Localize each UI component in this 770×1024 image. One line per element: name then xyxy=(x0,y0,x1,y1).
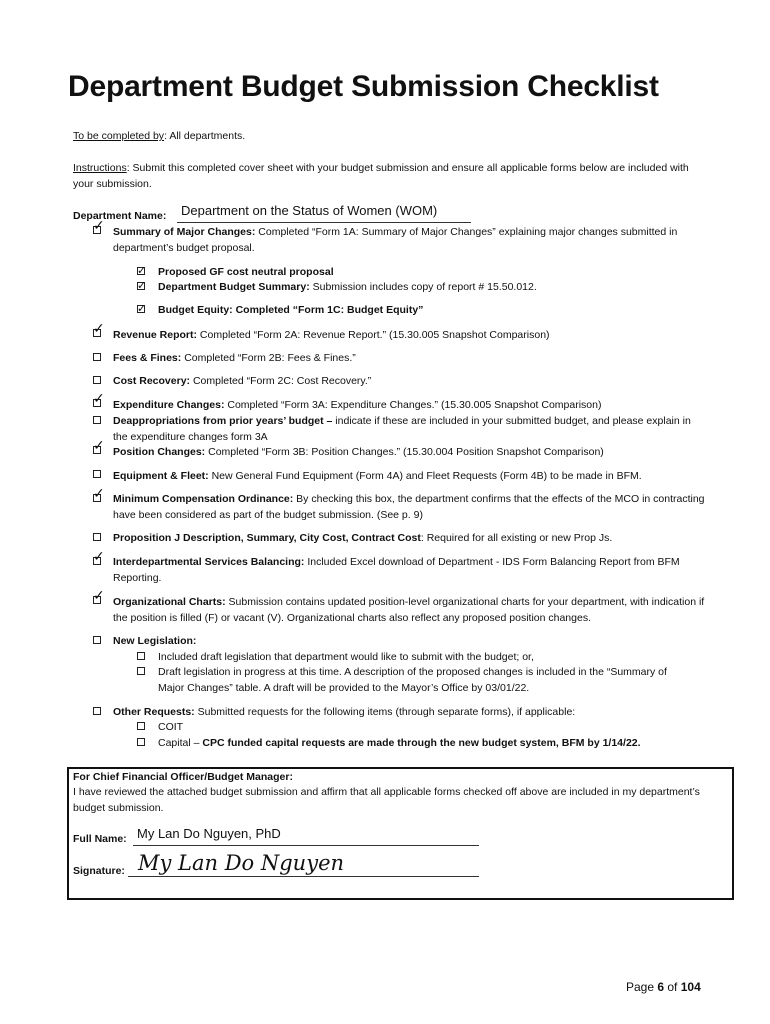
page-total: 104 xyxy=(680,980,701,994)
item-bold-tail: CPC funded capital requests are made through the new budget system, BFM by 1/14/22. xyxy=(202,737,641,749)
page-title: Department Budget Submission Checklist xyxy=(68,70,659,103)
dept-name-label: Department Name: xyxy=(73,210,167,222)
checkmark-icon: ✓ xyxy=(93,549,105,565)
item-title: New Legislation: xyxy=(113,635,197,647)
item-text: New General Fund Equipment (Form 4A) and Fleet Requests (Form 4B) to be made in BFM. xyxy=(208,470,642,482)
checkbox-deapp[interactable] xyxy=(93,416,101,424)
checklist-item-deapp xyxy=(113,414,703,445)
item-title: Budget Equity: Completed “Form 1C: Budget Equity” xyxy=(158,304,424,316)
item-title: Cost Recovery: xyxy=(113,375,191,387)
item-title: Equipment & Fleet: xyxy=(113,470,209,482)
full-name-line xyxy=(133,845,479,846)
item-text: By checking this box, the department confirms that the effects of the MCO in contracting have been considered as part of the budget submission. (See p. 9) xyxy=(113,493,705,521)
checkmark-icon: ✓ xyxy=(93,218,105,234)
checklist-item-equity xyxy=(158,303,698,319)
checkbox-coit[interactable] xyxy=(137,722,145,730)
checklist-item-ids xyxy=(113,555,703,586)
cfo-heading: For Chief Financial Officer/Budget Manager: xyxy=(73,771,293,783)
item-text: : Required for all existing or new Prop Js. xyxy=(420,532,613,544)
checklist-item-fees xyxy=(113,351,703,367)
item-title: Minimum Compensation Ordinance: xyxy=(113,493,294,505)
full-name-field[interactable]: My Lan Do Nguyen, PhD xyxy=(137,826,281,841)
instructions-label: Instructions xyxy=(73,162,127,174)
checkmark-icon: ✓ xyxy=(137,264,147,277)
item-title: Organizational Charts: xyxy=(113,596,226,608)
checklist-item-major xyxy=(113,225,703,256)
item-text: Completed “Form 3B: Position Changes.” (15.30.004 Position Snapshot Comparison) xyxy=(205,446,604,458)
checkbox-leg2[interactable] xyxy=(137,667,145,675)
completed-by xyxy=(73,129,245,145)
signature-label: Signature: xyxy=(73,865,125,877)
checkmark-icon: ✓ xyxy=(137,302,147,315)
item-title: Interdepartmental Services Balancing: xyxy=(113,556,305,568)
checklist-item-propj xyxy=(113,531,713,547)
checkbox-cost[interactable] xyxy=(93,376,101,384)
checklist-item-expend xyxy=(113,398,703,414)
checklist-item-leg1 xyxy=(158,650,678,666)
checklist-item-leg2 xyxy=(158,665,678,696)
dept-name-field[interactable]: Department on the Status of Women (WOM) xyxy=(181,203,438,218)
checkbox-capital[interactable] xyxy=(137,738,145,746)
item-text: COIT xyxy=(158,721,184,733)
item-text: Submission includes copy of report # 15.50.012. xyxy=(309,281,537,293)
item-text: Draft legislation in progress at this time. A description of the proposed changes is included in the “Summary of Major Changes” table. A draft will be provided to the Mayor’s Office by 03/01/22. xyxy=(158,666,667,694)
page-footer xyxy=(626,980,701,994)
instructions-text: : Submit this completed cover sheet with your budget submission and ensure all applicable forms below are included with your submission. xyxy=(73,162,689,190)
checkbox-fees[interactable] xyxy=(93,353,101,361)
checkmark-icon: ✓ xyxy=(93,438,105,454)
checkmark-icon: ✓ xyxy=(93,588,105,604)
checklist-item-revenue xyxy=(113,328,703,344)
cfo-text: I have reviewed the attached budget submission and affirm that all applicable forms checked off above are included in my department’s budget submission. xyxy=(73,786,700,814)
item-text: Completed “Form 1A: Summary of Major Changes” explaining major changes submitted in department’s budget proposal. xyxy=(113,226,678,254)
full-name-label: Full Name: xyxy=(73,833,127,845)
checkbox-propj[interactable] xyxy=(93,533,101,541)
dept-name-line xyxy=(177,222,471,223)
item-text: Submission contains updated position-level organizational charts for your department, with indication if the position is filled (F) or vacant (V). Organizational charts also reflect any proposed position changes. xyxy=(113,596,705,624)
checklist-item-dbs xyxy=(158,280,698,296)
checkmark-icon: ✓ xyxy=(137,279,147,292)
signature-image: My Lan Do Nguyen xyxy=(138,851,345,875)
checkbox-newleg[interactable] xyxy=(93,636,101,644)
item-title: Department Budget Summary: xyxy=(158,281,310,293)
signature-line xyxy=(128,876,479,877)
item-text: Completed “Form 2B: Fees & Fines.” xyxy=(181,352,356,364)
page-label: Page xyxy=(626,980,658,994)
item-title: Position Changes: xyxy=(113,446,206,458)
checkmark-icon: ✓ xyxy=(93,391,105,407)
checklist-item-equip xyxy=(113,469,713,485)
checkmark-icon: ✓ xyxy=(93,486,105,502)
checklist-item-coit xyxy=(158,720,678,736)
item-title: Proposed GF cost neutral proposal xyxy=(158,266,334,278)
checklist-item-capital xyxy=(158,736,698,752)
checklist-item-mco xyxy=(113,492,713,523)
item-title: Expenditure Changes: xyxy=(113,399,225,411)
checklist-item-other xyxy=(113,705,703,721)
item-text: Completed “Form 2C: Cost Recovery.” xyxy=(190,375,372,387)
checkmark-icon: ✓ xyxy=(93,321,105,337)
completed-by-label: To be completed by xyxy=(73,130,165,142)
item-text: Included Excel download of Department - IDS Form Balancing Report from BFM Reporting. xyxy=(113,556,680,584)
checkbox-other[interactable] xyxy=(93,707,101,715)
checkbox-equip[interactable] xyxy=(93,470,101,478)
page-number: 6 xyxy=(657,980,665,994)
item-title: Proposition J Description, Summary, City Cost, Contract Cost xyxy=(113,532,421,544)
item-title: Other Requests: xyxy=(113,706,195,718)
item-title: Deappropriations from prior years’ budget – xyxy=(113,415,333,427)
checklist-item-newleg xyxy=(113,634,703,650)
instructions xyxy=(73,161,693,192)
checkbox-leg1[interactable] xyxy=(137,652,145,660)
item-text: Completed “Form 3A: Expenditure Changes.” (15.30.005 Snapshot Comparison) xyxy=(224,399,602,411)
checklist-item-position xyxy=(113,445,703,461)
item-text: Included draft legislation that department would like to submit with the budget; or, xyxy=(158,651,534,663)
of-label: of xyxy=(664,980,681,994)
checklist-item-org xyxy=(113,595,713,626)
checklist-item-gf xyxy=(158,265,698,281)
item-title: Revenue Report: xyxy=(113,329,198,341)
completed-by-value: : All departments. xyxy=(164,130,246,142)
item-text: Completed “Form 2A: Revenue Report.” (15.30.005 Snapshot Comparison) xyxy=(197,329,550,341)
item-text: indicate if these are included in your submitted budget, and please explain in the expenditure changes form 3A xyxy=(113,415,691,443)
item-text: Capital – xyxy=(158,737,203,749)
item-text: Submitted requests for the following items (through separate forms), if applicable: xyxy=(194,706,576,718)
item-title: Fees & Fines: xyxy=(113,352,182,364)
checklist-item-cost xyxy=(113,374,703,390)
item-title: Summary of Major Changes: xyxy=(113,226,256,238)
